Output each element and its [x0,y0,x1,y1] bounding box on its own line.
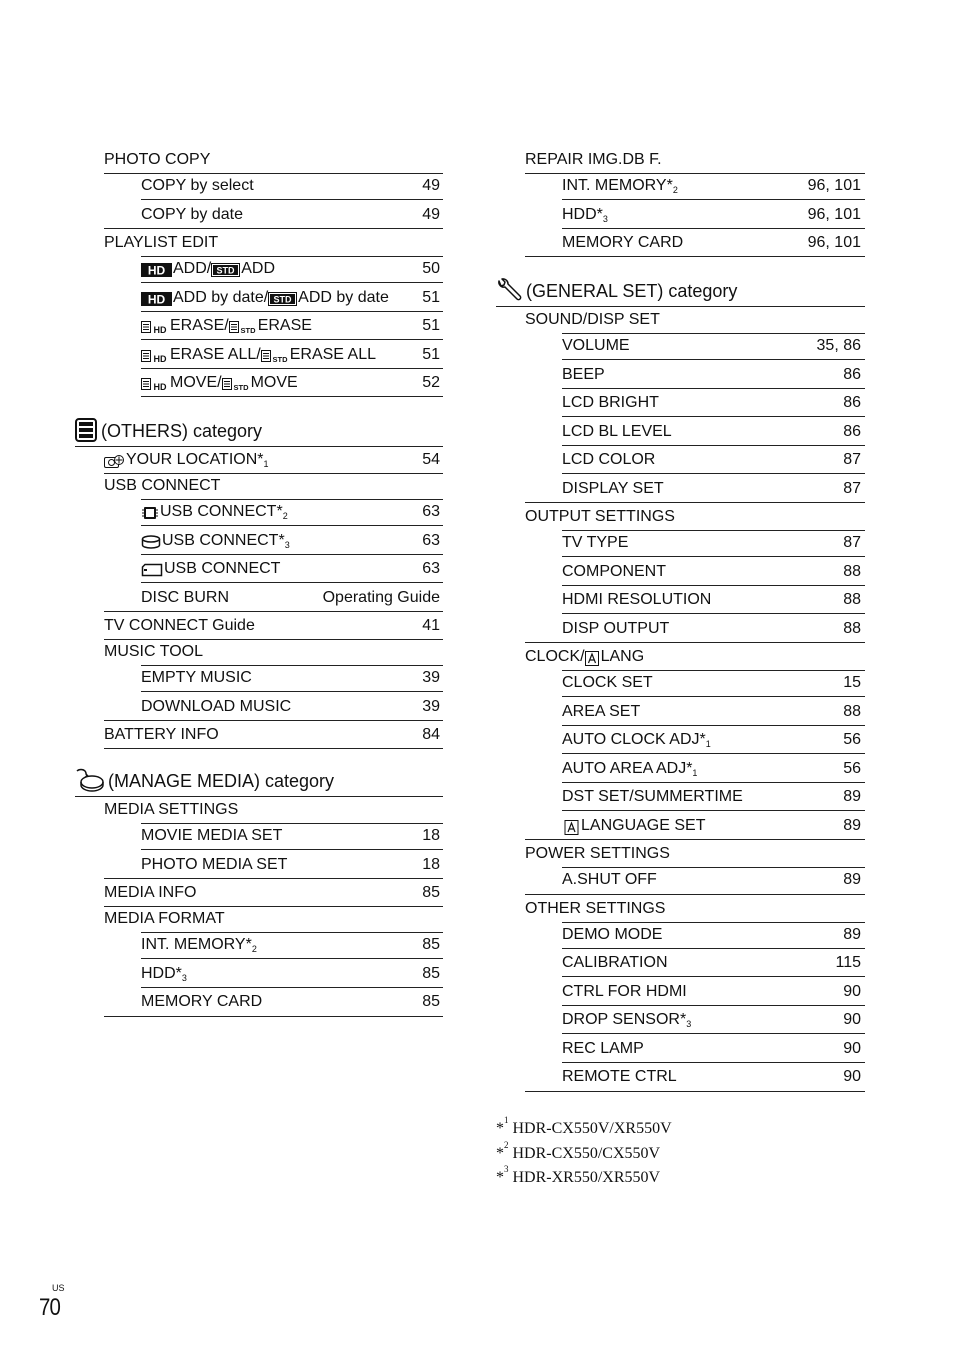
divider [141,282,443,283]
divider [562,753,865,754]
item-usb-connect-hdd: USB CONNECT* $^3$ 63 [141,532,440,550]
divider [104,906,443,907]
divider [562,585,865,586]
divider [562,810,865,811]
item-ctrl-for-hdmi: CTRL FOR HDMI 90 [562,983,861,1000]
divider [525,1091,865,1092]
divider [562,228,865,229]
divider [141,525,443,526]
divider [104,748,443,749]
divider [141,554,443,555]
divider [141,987,443,988]
divider [562,948,865,949]
footnote-3: *$^3$ HDR-XR550/XR550V [496,1163,661,1186]
divider [104,720,443,721]
divider [562,696,865,697]
usb-hdd-icon [141,534,161,550]
divider [104,1016,443,1017]
divider [525,502,865,503]
svg-text:STD: STD [273,294,292,305]
divider [141,823,443,824]
page-number: 70 [39,1294,60,1321]
item-language-set: LANGUAGE SET 89 [562,817,861,835]
item-calibration: CALIBRATION 115 [562,954,861,971]
item-area-set: AREA SET 88 [562,703,861,720]
svg-text:STD: STD [233,383,249,392]
item-playlist-erase: HD ERASE/ STD ERASE 51 [141,317,440,335]
divider [562,556,865,557]
divider [104,611,443,612]
item-playlist-add-by-date: HD ADD by date/ STD ADD by date 51 [141,289,440,307]
divider [562,359,865,360]
item-remote-ctrl: REMOTE CTRL 90 [562,1068,861,1085]
item-usb-connect-card: USB CONNECT 63 [141,560,440,578]
hd-icon [141,291,172,307]
divider [562,976,865,977]
svg-text:HD: HD [147,263,166,278]
item-battery-info: BATTERY INFO 84 [104,726,440,743]
svg-text:STD: STD [240,326,256,335]
divider [525,839,865,840]
divider [104,173,443,174]
manage-media-icon [75,768,105,792]
divider [141,849,443,850]
svg-text:HD: HD [153,354,167,364]
svg-text:HD: HD [147,292,166,307]
item-playlist-move: HD MOVE/ STD MOVE 52 [141,374,440,392]
divider [562,670,865,671]
divider [562,922,865,923]
item-copy-by-date: COPY by date 49 [141,206,440,223]
hd-playlist-icon [141,348,169,364]
hd-playlist-icon [141,376,169,392]
item-a-shut-off: A.SHUT OFF 89 [562,871,861,888]
item-empty-music: EMPTY MUSIC 39 [141,669,440,686]
category-manage-media: (MANAGE MEDIA) category [75,768,334,792]
divider [104,473,443,474]
heading-usb-connect: USB CONNECT [104,477,221,494]
divider [104,639,443,640]
heading-photo-copy: PHOTO COPY [104,151,211,168]
divider [562,613,865,614]
hd-playlist-icon [141,319,169,335]
divider [525,173,865,174]
svg-text:HD: HD [153,325,167,335]
footnote-1: *$^1$ HDR-CX550V/XR550V [496,1114,672,1137]
std-playlist-icon [261,348,289,364]
divider [562,416,865,417]
divider [141,665,443,666]
item-playlist-erase-all: HD ERASE ALL/ STD ERASE ALL 51 [141,346,440,364]
item-disp-output: DISP OUTPUT 88 [562,620,861,637]
item-disc-burn: DISC BURN Operating Guide [141,589,440,606]
divider [75,796,443,797]
divider [141,932,443,933]
category-others: (OTHERS) category [75,418,262,442]
divider [141,339,443,340]
others-icon [75,418,97,442]
item-format-memory-card: MEMORY CARD 85 [141,993,440,1010]
std-icon [268,291,297,307]
heading-power-settings: POWER SETTINGS [525,845,670,862]
divider [562,867,865,868]
item-repair-hdd: HDD* $^3$ 96, 101 [562,206,861,224]
heading-sound-disp-set: SOUND/DISP SET [525,311,660,328]
divider [562,445,865,446]
divider [141,582,443,583]
usb-card-icon [141,562,163,578]
divider [562,1005,865,1006]
std-playlist-icon [229,319,257,335]
divider [562,388,865,389]
svg-text:HD: HD [153,382,167,392]
item-rec-lamp: REC LAMP 90 [562,1040,861,1057]
heading-playlist-edit: PLAYLIST EDIT [104,234,219,251]
divider [141,396,443,397]
divider [75,446,443,447]
divider [141,958,443,959]
item-your-location: YOUR LOCATION* $^1$ 54 [104,451,440,469]
usb-memory-icon [141,505,159,521]
language-icon [585,650,600,666]
item-component: COMPONENT 88 [562,563,861,580]
item-volume: VOLUME 35, 86 [562,337,861,354]
divider [496,306,865,307]
divider [104,878,443,879]
item-tv-connect-guide: TV CONNECT Guide 41 [104,617,440,634]
language-icon [564,819,580,835]
item-clock-set: CLOCK SET 15 [562,674,861,691]
item-hdmi-resolution: HDMI RESOLUTION 88 [562,591,861,608]
divider [525,256,865,257]
svg-text:STD: STD [216,265,235,276]
item-usb-connect-memory: USB CONNECT* $^2$ 63 [141,503,440,521]
item-playlist-add: HD ADD/ STD ADD 50 [141,260,440,278]
item-tv-type: TV TYPE 87 [562,534,861,551]
divider [562,199,865,200]
std-icon [211,262,240,278]
heading-media-settings: MEDIA SETTINGS [104,801,239,818]
item-lcd-bright: LCD BRIGHT 86 [562,394,861,411]
item-lcd-bl-level: LCD BL LEVEL 86 [562,423,861,440]
divider [141,691,443,692]
divider [141,256,443,257]
divider [562,782,865,783]
item-auto-clock-adj: AUTO CLOCK ADJ* $^1$ 56 [562,731,861,749]
svg-text:STD: STD [272,355,288,364]
divider [141,499,443,500]
divider [141,311,443,312]
item-lcd-color: LCD COLOR 87 [562,451,861,468]
item-repair-int-memory: INT. MEMORY* $^2$ 96, 101 [562,177,861,195]
divider [562,530,865,531]
heading-music-tool: MUSIC TOOL [104,643,203,660]
divider [562,1033,865,1034]
divider [104,228,443,229]
divider [525,642,865,643]
heading-media-format: MEDIA FORMAT [104,910,225,927]
item-demo-mode: DEMO MODE 89 [562,926,861,943]
page-region: US [52,1283,65,1293]
item-format-int-memory: INT. MEMORY* $^2$ 85 [141,936,440,954]
item-photo-media-set: PHOTO MEDIA SET 18 [141,856,440,873]
item-display-set: DISPLAY SET 87 [562,480,861,497]
heading-other-settings: OTHER SETTINGS [525,900,666,917]
heading-output-settings: OUTPUT SETTINGS [525,508,675,525]
item-repair-memory-card: MEMORY CARD 96, 101 [562,234,861,251]
divider [141,368,443,369]
item-auto-area-adj: AUTO AREA ADJ* $^1$ 56 [562,760,861,778]
item-download-music: DOWNLOAD MUSIC 39 [141,698,440,715]
divider [141,199,443,200]
item-media-info: MEDIA INFO 85 [104,884,440,901]
item-dst-set: DST SET/SUMMERTIME 89 [562,788,861,805]
location-icon [104,453,125,469]
item-movie-media-set: MOVIE MEDIA SET 18 [141,827,440,844]
heading-repair-img-db: REPAIR IMG.DB F. [525,151,662,168]
divider [525,894,865,895]
hd-icon [141,262,172,278]
divider [562,725,865,726]
std-playlist-icon [222,376,250,392]
divider [562,473,865,474]
general-set-icon [496,278,522,302]
divider [562,1062,865,1063]
divider [562,333,865,334]
category-general-set: (GENERAL SET) category [496,278,737,302]
item-format-hdd: HDD* $^3$ 85 [141,965,440,983]
item-beep: BEEP 86 [562,366,861,383]
footnote-2: *$^2$ HDR-CX550/CX550V [496,1139,661,1162]
heading-clock-lang: CLOCK/ LANG [525,648,645,665]
item-drop-sensor: DROP SENSOR* $^3$ 90 [562,1011,861,1029]
item-copy-by-select: COPY by select 49 [141,177,440,194]
